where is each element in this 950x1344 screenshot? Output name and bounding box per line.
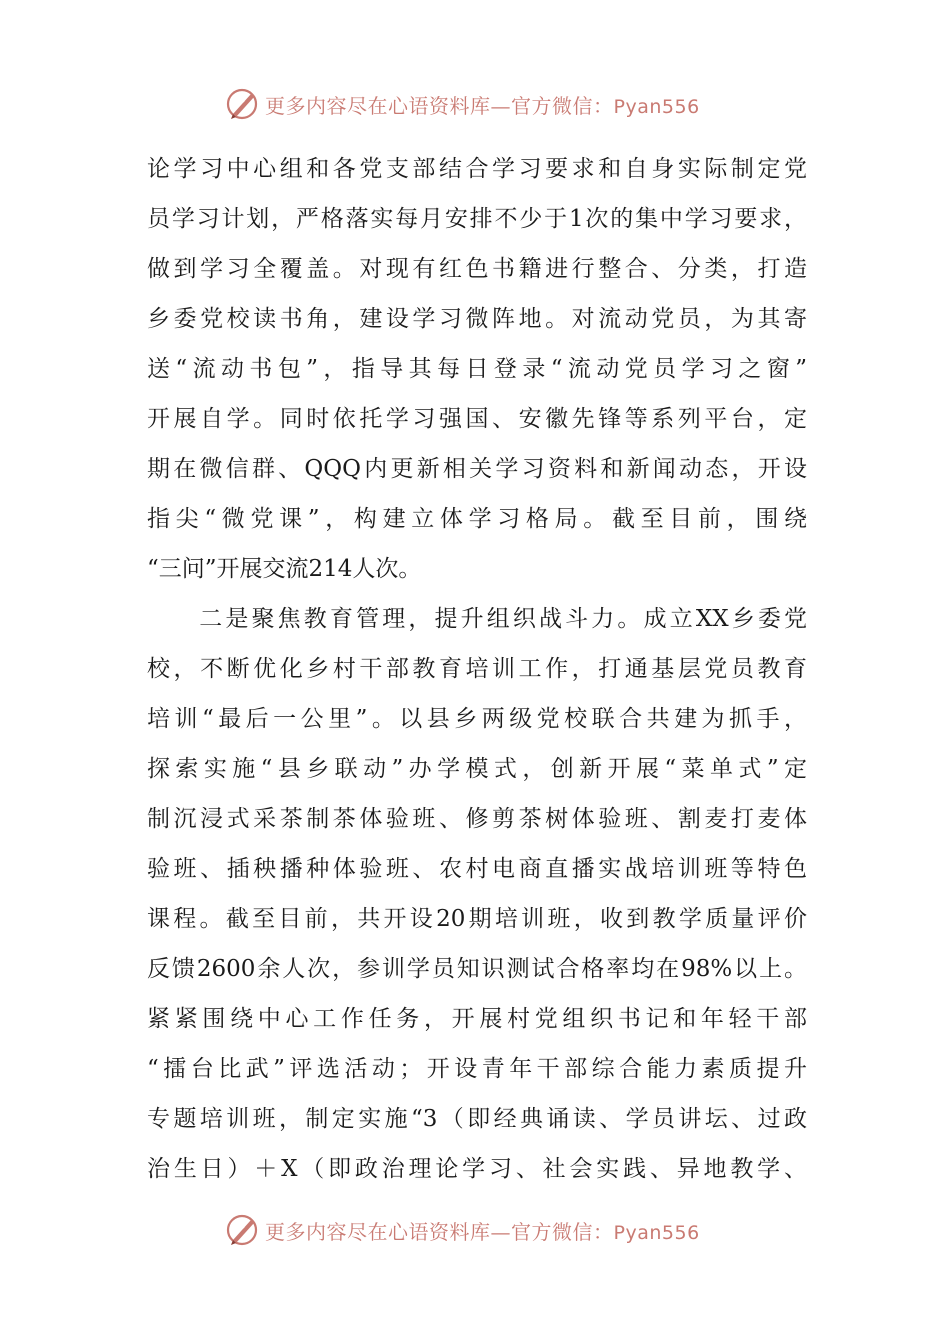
text-line: 紧紧围绕中心工作任务，开展村党组织书记和年轻干部: [147, 1006, 807, 1032]
text-line: 指尖“微党课”，构建立体学习格局。截至目前，围绕: [147, 506, 807, 532]
text-line: 论学习中心组和各党支部结合学习要求和自身实际制定党: [147, 156, 807, 182]
text-line: 培训“最后一公里”。以县乡两级党校联合共建为抓手，: [147, 706, 807, 732]
text-line: 员学习计划，严格落实每月安排不少于1次的集中学习要求，: [147, 206, 807, 232]
text-line: 探索实施“县乡联动”办学模式，创新开展“菜单式”定: [147, 756, 807, 782]
watermark-text: 更多内容尽在心语资料库—官方微信：Pyan556: [265, 1219, 700, 1244]
watermark-wechat-id: Pyan556: [613, 1221, 700, 1244]
text-line: 制沉浸式采茶制茶体验班、修剪茶树体验班、割麦打麦体: [147, 806, 807, 832]
watermark-text: 更多内容尽在心语资料库—官方微信：Pyan556: [265, 93, 700, 118]
text-line: 课程。截至目前，共开设20期培训班，收到教学质量评价: [147, 906, 807, 932]
header-watermark: [225, 84, 700, 124]
text-line: 开展自学。同时依托学习强国、安徽先锋等系列平台，定: [147, 406, 807, 432]
watermark-wechat-id: Pyan556: [613, 95, 700, 118]
text-line: 反馈2600余人次，参训学员知识测试合格率均在98%以上。: [147, 956, 807, 982]
text-line: 乡委党校读书角，建设学习微阵地。对流动党员，为其寄: [147, 306, 807, 332]
paragraph-end-line: “三问”开展交流214人次。: [147, 556, 422, 582]
document-body: [147, 144, 807, 1194]
text-line: 专题培训班，制定实施“3（即经典诵读、学员讲坛、过政: [147, 1106, 807, 1132]
footer-watermark: [225, 1210, 700, 1250]
text-line: “擂台比武”评选活动；开设青年干部综合能力素质提升: [147, 1056, 807, 1082]
pen-logo-icon: [225, 1212, 261, 1248]
text-line: 送“流动书包”，指导其每日登录“流动党员学习之窗”: [147, 356, 807, 382]
text-line: 做到学习全覆盖。对现有红色书籍进行整合、分类，打造: [147, 256, 807, 282]
text-line: 验班、插秧播种体验班、农村电商直播实战培训班等特色: [147, 856, 807, 882]
text-line: 期在微信群、QQQ内更新相关学习资料和新闻动态，开设: [147, 456, 807, 482]
paragraph-start-line: 二是聚焦教育管理，提升组织战斗力。成立XX乡委党: [147, 606, 807, 632]
text-line: 治生日）＋X（即政治理论学习、社会实践、异地教学、: [147, 1156, 807, 1182]
pen-logo-icon: [225, 86, 261, 122]
text-line: 校，不断优化乡村干部教育培训工作，打通基层党员教育: [147, 656, 807, 682]
